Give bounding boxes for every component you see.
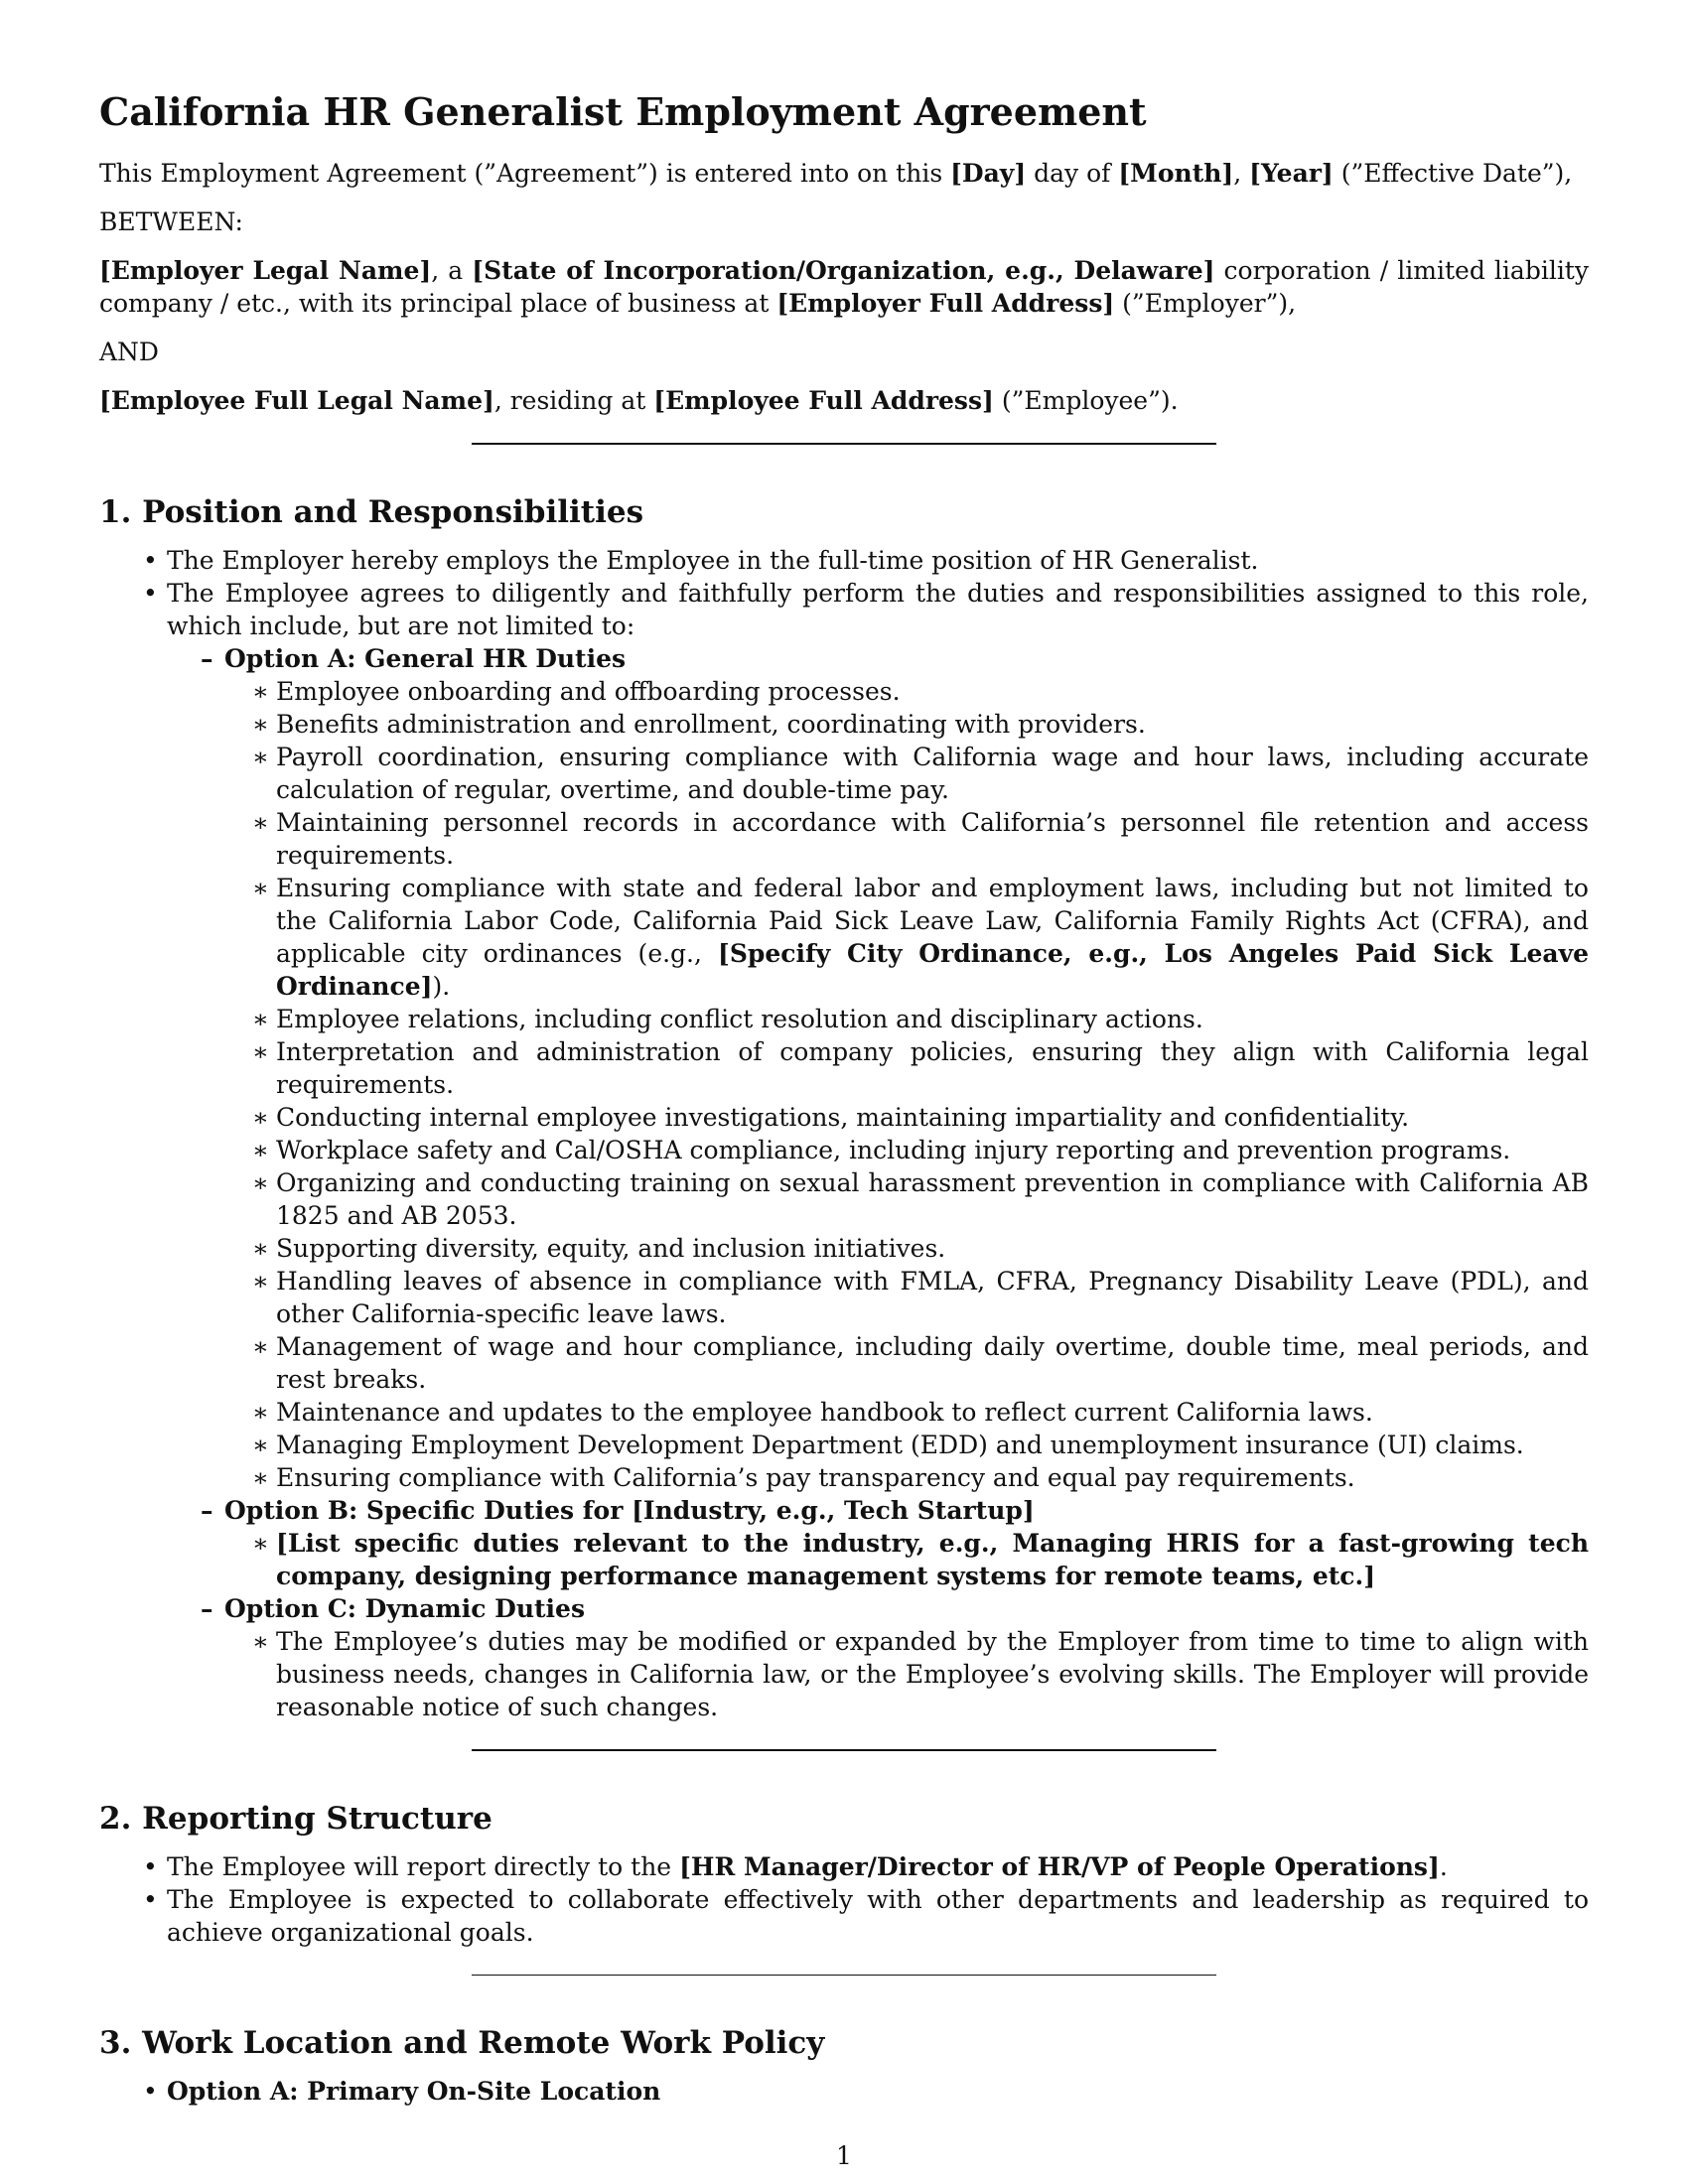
month-placeholder: [Month] <box>1118 159 1234 188</box>
option-c-duties <box>224 1625 1589 1723</box>
section-1-list <box>99 544 1589 1723</box>
page-number: 1 <box>836 2141 852 2170</box>
section-3-list <box>99 2075 1589 2108</box>
intro-paragraph: This Employment Agreement (”Agreement”) is entered into on this [Day] day of [Month], [Year] (”Effective Date”), <box>99 159 1573 188</box>
document-page <box>99 79 1589 2108</box>
option-b-duties <box>224 1527 1589 1592</box>
list-item: • The Employee will report directly to the [HR Manager/Director of HR/VP of People Operations]. <box>99 1850 1589 1883</box>
list-item: ∗ Payroll coordination, ensuring compliance with California wage and hour laws, including accurate calculation of regular, overtime, and double-time pay. <box>224 741 1589 806</box>
employee-name-placeholder: [Employee Full Legal Name] <box>99 386 494 415</box>
list-item: ∗ Maintenance and updates to the employee handbook to reflect current California laws. <box>224 1396 1589 1429</box>
document-title: California HR Generalist Employment Agreement <box>99 89 1147 134</box>
options-list <box>167 642 1589 1723</box>
list-item: ∗ Supporting diversity, equity, and inclusion initiatives. <box>224 1232 1589 1265</box>
list-item: ∗ Ensuring compliance with California’s pay transparency and equal pay requirements. <box>224 1461 1589 1494</box>
city-ordinance-placeholder: [Specify City Ordinance, e.g., Los Angeles Paid Sick Leave Ordinance] <box>276 939 1590 1001</box>
list-item: • The Employer hereby employs the Employee in the full-time position of HR Generalist. <box>99 544 1589 577</box>
between-label: BETWEEN: <box>99 207 243 236</box>
list-item: ∗ Organizing and conducting training on sexual harassment prevention in compliance with California AB 1825 and AB 2053. <box>224 1166 1589 1232</box>
divider <box>472 443 1216 445</box>
list-item: • The Employee is expected to collaborate effectively with other departments and leadership as required to achieve organizational goals. <box>99 1883 1589 1949</box>
industry-placeholder: [Industry, e.g., Tech Startup] <box>632 1496 1035 1525</box>
list-item: ∗ Employee onboarding and offboarding processes. <box>224 675 1589 708</box>
list-item: ∗ The Employee’s duties may be modified or expanded by the Employer from time to time to align with business needs, changes in California law, or the Employee’s evolving skills. The Employer will provide reasonable notice of such changes. <box>224 1625 1589 1723</box>
list-item: ∗ Managing Employment Development Department (EDD) and unemployment insurance (UI) claims. <box>224 1429 1589 1461</box>
list-item: ∗ Interpretation and administration of company policies, ensuring they align with California legal requirements. <box>224 1035 1589 1101</box>
list-item: ∗ Workplace safety and Cal/OSHA compliance, including injury reporting and prevention programs. <box>224 1134 1589 1166</box>
employer-address-placeholder: [Employer Full Address] <box>776 289 1115 318</box>
option-a: – Option A: General HR Duties ∗ Employee onboarding and offboarding processes. ∗ Benefits administration and enrollment, coordinating with providers. ∗ Payroll coordination, ensuring compliance with California wage and hour laws, including accurate calculation of regular, overtime, and double-time pay. ∗ Maintaining personnel records in accordance with California’s personnel file retention and access requirements. ∗ Ensuring compliance with state and federal labor and employment laws, including but not limited to the California Labor Code, California Paid Sick Leave Law, California Family Rights Act (CFRA), and applicable city ordinances (e.g., [Specify City Ordinance, e.g., Los Angeles Paid Sick Leave Ordinance]). ∗ Employee relations, including conflict resolution and disciplinary actions. ∗ Interpretation and administration of company policies, ensuring they align with California legal requirements. ∗ Conducting internal employee investigations, maintaining impartiality and confidentiality. ∗ Workplace safety and Cal/OSHA compliance, including injury reporting and prevention programs. ∗ Organizing and conducting training on sexual harassment prevention in compliance with California AB 1825 and AB 2053. ∗ Supporting diversity, equity, and inclusion initiatives. ∗ Handling leaves of absence in compliance with FMLA, CFRA, Pregnancy Disability Leave (PDL), and other California-specific leave laws. ∗ Management of wage and hour compliance, including daily overtime, double time, meal periods, and rest breaks. ∗ Maintenance and updates to the employee handbook to reflect current California laws. ∗ Managing Employment Development Department (EDD) and unemployment insurance (UI) claims. ∗ Ensuring compliance with California’s pay transparency and equal pay requirements. <box>167 642 1589 1494</box>
option-a-duties <box>224 675 1589 1494</box>
list-item: • Option A: Primary On-Site Location <box>99 2075 1589 2108</box>
list-item: ∗ Employee relations, including conflict resolution and disciplinary actions. <box>224 1003 1589 1035</box>
employee-paragraph: [Employee Full Legal Name], residing at [Employee Full Address] (”Employee”). <box>99 386 1179 415</box>
option-b: – Option B: Specific Duties for [Industry, e.g., Tech Startup] ∗ [List specific duties relevant to the industry, e.g., Managing HRIS for a fast-growing tech company, designing performance management systems for remote teams, etc.] <box>167 1494 1589 1592</box>
section-2-heading: 2. Reporting Structure <box>99 1801 492 1837</box>
list-item: ∗ Handling leaves of absence in compliance with FMLA, CFRA, Pregnancy Disability Leave (PDL), and other California-specific leave laws. <box>224 1265 1589 1330</box>
divider <box>472 1749 1216 1751</box>
list-item: ∗ Management of wage and hour compliance, including daily overtime, double time, meal periods, and rest breaks. <box>224 1330 1589 1396</box>
list-item: ∗ Maintaining personnel records in accordance with California’s personnel file retention and access requirements. <box>224 806 1589 872</box>
list-item: ∗ Benefits administration and enrollment, coordinating with providers. <box>224 708 1589 741</box>
list-item: ∗ [List specific duties relevant to the industry, e.g., Managing HRIS for a fast-growing tech company, designing performance management systems for remote teams, etc.] <box>224 1527 1589 1592</box>
list-item: • The Employee agrees to diligently and faithfully perform the duties and responsibilities assigned to this role, which include, but are not limited to: – Option A: General HR Duties ∗ Employee onboarding and offboarding processes. ∗ Benefits administration and enrollment, coordinating with providers. ∗ Payroll coordination, ensuring compliance with California wage and hour laws, including accurate calculation of regular, overtime, and double-time pay. ∗ Maintaining personnel records in accordance with California’s personnel file retention and access requirements. ∗ Ensuring compliance with state and federal labor and employment laws, including but not limited to the California Labor Code, California Paid Sick Leave Law, California Family Rights Act (CFRA), and applicable city ordinances (e.g., [Specify City Ordinance, e.g., Los Angeles Paid Sick Leave Ordinance]). ∗ Employee relations, including conflict resolution and disciplinary actions. ∗ Interpretation and administration of company policies, ensuring they align with California legal requirements. ∗ Conducting internal employee investigations, maintaining impartiality and confidentiality. ∗ Workplace safety and Cal/OSHA compliance, including injury reporting and prevention programs. ∗ Organizing and conducting training on sexual harassment prevention in compliance with California AB 1825 and AB 2053. ∗ Supporting diversity, equity, and inclusion initiatives. ∗ Handling leaves of absence in compliance with FMLA, CFRA, Pregnancy Disability Leave (PDL), and other California-specific leave laws. ∗ Management of wage and hour compliance, including daily overtime, double time, meal periods, and rest breaks. ∗ Maintenance and updates to the employee handbook to reflect current California laws. ∗ Managing Employment Development Department (EDD) and unemployment insurance (UI) claims. ∗ Ensuring compliance with California’s pay transparency and equal pay requirements. – Option B: Specific Duties for [Industry, e.g., Tech Startup] ∗ [List specific duties relevant to the industry, e.g., Managing HRIS for a fast-growing tech company, designing performance management systems for remote teams, etc.] – Option C: Dynamic Duties ∗ The Employee’s duties may be modified or expanded by the Employer from time to time to align with business needs, changes in California law, or the Employee’s evolving skills. The Employer will provide reasonable notice of such changes. <box>99 577 1589 1723</box>
employee-address-placeholder: [Employee Full Address] <box>653 386 994 415</box>
section-2-list <box>99 1850 1589 1949</box>
section-3-heading: 3. Work Location and Remote Work Policy <box>99 2025 825 2061</box>
manager-placeholder: [HR Manager/Director of HR/VP of People Operations] <box>679 1852 1440 1881</box>
day-placeholder: [Day] <box>950 159 1027 188</box>
option-c: – Option C: Dynamic Duties ∗ The Employee’s duties may be modified or expanded by the Employer from time to time to align with business needs, changes in California law, or the Employee’s evolving skills. The Employer will provide reasonable notice of such changes. <box>167 1592 1589 1723</box>
employer-paragraph: [Employer Legal Name], a [State of Incorporation/Organization, e.g., Delaware] corporation / limited liability company / etc., with its principal place of business at [Employer Full Address] (”Employer”), <box>99 256 1589 318</box>
section-1-heading: 1. Position and Responsibilities <box>99 494 644 530</box>
and-label: AND <box>99 338 159 366</box>
list-item: ∗ Ensuring compliance with state and federal labor and employment laws, including but not limited to the California Labor Code, California Paid Sick Leave Law, California Family Rights Act (CFRA), and applicable city ordinances (e.g., [Specify City Ordinance, e.g., Los Angeles Paid Sick Leave Ordinance]). <box>224 872 1589 1003</box>
divider <box>472 1975 1216 1976</box>
year-placeholder: [Year] <box>1249 159 1334 188</box>
list-item: ∗ Conducting internal employee investigations, maintaining impartiality and confidentiality. <box>224 1101 1589 1134</box>
employer-state-placeholder: [State of Incorporation/Organization, e.g., Delaware] <box>472 256 1215 285</box>
employer-name-placeholder: [Employer Legal Name] <box>99 256 432 285</box>
